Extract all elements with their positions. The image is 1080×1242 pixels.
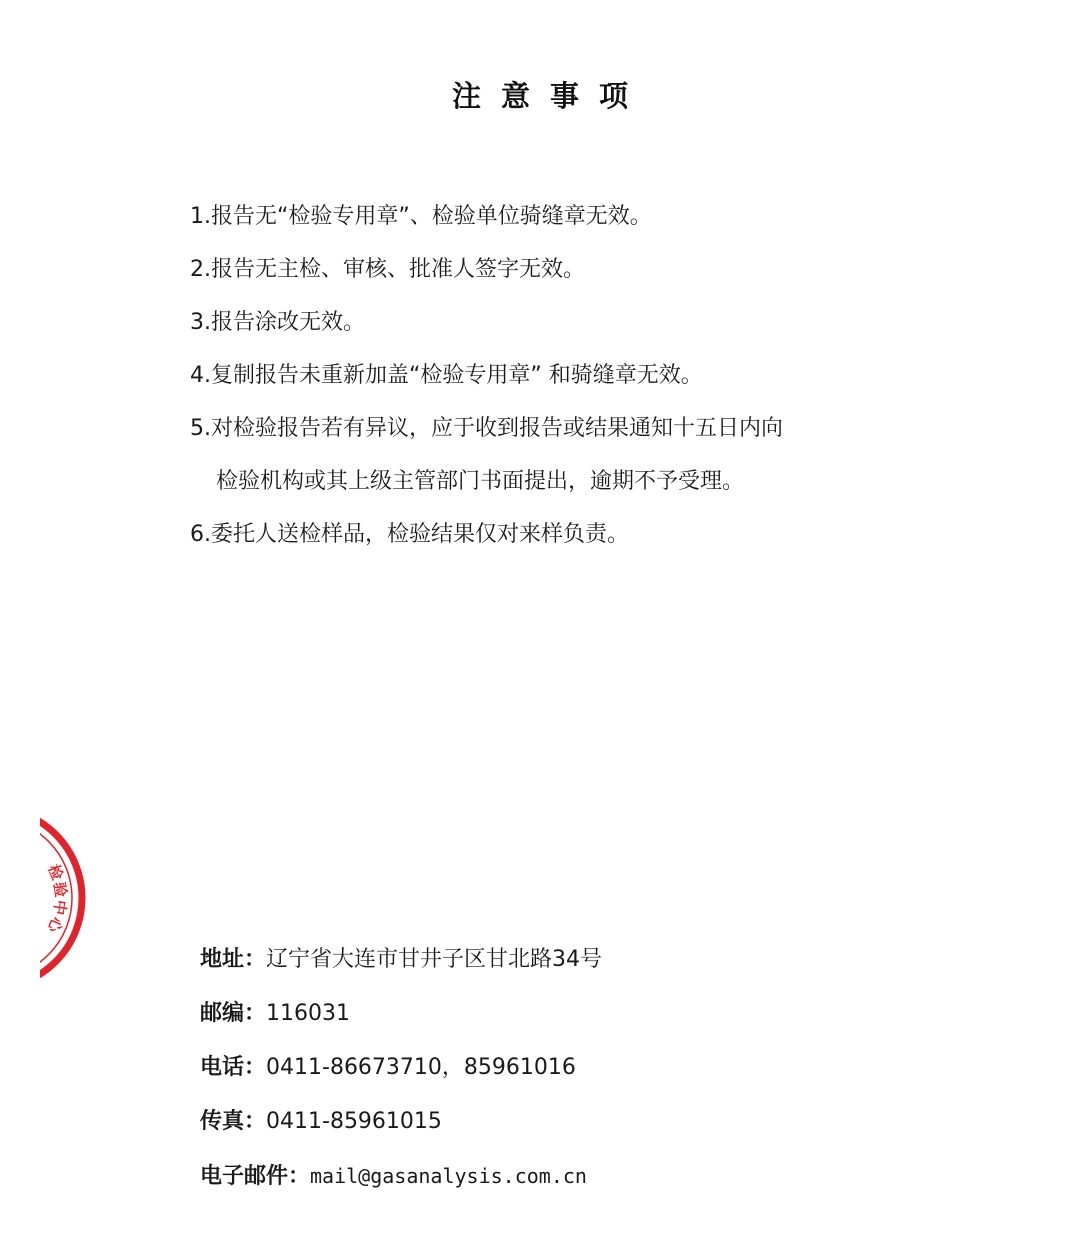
note-item-4 <box>190 349 950 402</box>
seal-character: 检 <box>44 861 67 883</box>
official-seal-stamp <box>40 808 92 988</box>
note-item-5 <box>190 402 950 508</box>
contact-block <box>200 933 960 1203</box>
email-value: mail@gasanalysis.com.cn <box>310 1164 587 1188</box>
fax-line <box>200 1095 960 1149</box>
postcode-value: 116031 <box>266 1001 350 1026</box>
seal-character: 验 <box>50 881 70 899</box>
address-line <box>200 933 960 987</box>
note-number: 6. <box>190 522 211 547</box>
page-title: 注意事项 <box>451 79 648 113</box>
seal-icon <box>40 808 92 988</box>
seal-character: 心 <box>43 914 67 936</box>
note-number: 5. <box>190 416 211 441</box>
postcode-line <box>200 987 960 1041</box>
phone-label: 电话： <box>200 1055 267 1080</box>
note-item-6 <box>190 508 950 561</box>
note-text: 复制报告未重新加盖“检验专用章” 和骑缝章无效。 <box>211 363 703 388</box>
seal-character: 中 <box>49 898 70 917</box>
phone-value: 0411-86673710，85961016 <box>266 1055 576 1080</box>
notes-list <box>190 190 950 561</box>
fax-value: 0411-85961015 <box>266 1109 442 1134</box>
address-label: 地址： <box>200 947 267 972</box>
note-text: 报告无主检、审核、批准人签字无效。 <box>211 257 586 282</box>
phone-line <box>200 1041 960 1095</box>
note-item-2 <box>190 243 950 296</box>
note-item-1 <box>190 190 950 243</box>
note-continuation: 检验机构或其上级主管部门书面提出，逾期不予受理。 <box>216 469 745 494</box>
fax-label: 传真： <box>200 1109 267 1134</box>
note-number: 1. <box>190 204 211 229</box>
note-item-3 <box>190 296 950 349</box>
note-text: 报告涂改无效。 <box>211 310 366 335</box>
note-text: 报告无“检验专用章”、检验单位骑缝章无效。 <box>211 204 652 229</box>
address-value: 辽宁省大连市甘井子区甘北路34号 <box>266 947 603 972</box>
note-number: 2. <box>190 257 211 282</box>
email-label: 电子邮件： <box>200 1164 311 1189</box>
postcode-label: 邮编： <box>200 1001 267 1026</box>
note-text: 对检验报告若有异议，应于收到报告或结果通知十五日内向 <box>211 416 784 441</box>
note-number: 3. <box>190 310 211 335</box>
email-line <box>200 1149 960 1203</box>
note-text: 委托人送检样品，检验结果仅对来样负责。 <box>211 522 630 547</box>
note-number: 4. <box>190 363 211 388</box>
